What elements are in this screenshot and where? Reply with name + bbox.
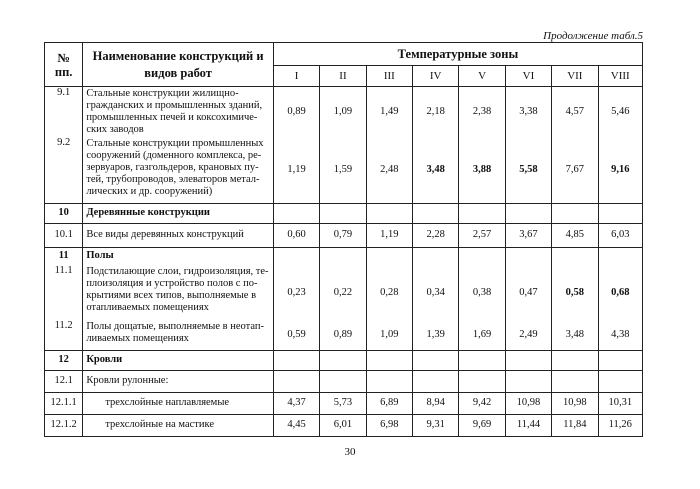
row-number: 12.1 — [45, 370, 83, 392]
table-row — [45, 414, 643, 436]
value-cell: 11,84 — [552, 414, 598, 436]
value-cell: 5,46 — [598, 87, 642, 138]
section-title: Полы — [83, 247, 274, 265]
row-name-line: отапливаемых помещениях — [86, 302, 209, 313]
value-cell: 3,88 — [459, 137, 505, 203]
continuation-note: Продолжение табл.5 — [543, 30, 643, 42]
row-number: 11.1 — [45, 265, 83, 320]
value-cell: 0,59 — [273, 320, 319, 350]
page-number: 30 — [344, 446, 356, 458]
header-name-line1: Наименование конструкций и — [92, 48, 264, 63]
table-row — [45, 87, 643, 138]
value-cell: 2,28 — [413, 223, 459, 247]
value-cell: 0,89 — [273, 87, 319, 138]
value-cell: 0,60 — [273, 223, 319, 247]
zone-header-2: II — [320, 66, 366, 87]
value-cell: 6,98 — [366, 414, 412, 436]
value-cell: 1,59 — [320, 137, 366, 203]
row-name: трехслойные наплавляемые — [83, 392, 274, 414]
value-cell: 0,28 — [366, 265, 412, 320]
value-cell: 0,89 — [320, 320, 366, 350]
table-row — [45, 223, 643, 247]
value-cell: 9,42 — [459, 392, 505, 414]
value-cell: 4,45 — [273, 414, 319, 436]
section-row — [45, 247, 643, 265]
row-name-line: ских заводов — [86, 124, 144, 135]
section-row — [45, 203, 643, 223]
row-name-line: лических и др. сооружений) — [86, 186, 213, 197]
zone-header-1: I — [273, 66, 319, 87]
zone-header-3: III — [366, 66, 412, 87]
row-name — [83, 87, 274, 138]
header-name — [83, 43, 274, 87]
value-cell: 0,38 — [459, 265, 505, 320]
row-name — [83, 320, 274, 350]
row-name-line: ливаемых помещениях — [86, 333, 189, 344]
table-row — [45, 320, 643, 350]
value-cell: 0,58 — [552, 265, 598, 320]
value-cell: 0,23 — [273, 265, 319, 320]
row-name: Все виды деревянных конструкций — [83, 223, 274, 247]
row-name-line: Стальные конструкции жилищно- — [86, 88, 239, 99]
row-name-line: сооружений (доменного комплекса, ре- — [86, 150, 262, 161]
value-cell: 3,38 — [505, 87, 551, 138]
value-cell: 0,79 — [320, 223, 366, 247]
row-name-line: Стальные конструкции промышленных — [86, 138, 264, 149]
value-cell: 2,18 — [413, 87, 459, 138]
section-number: 11 — [45, 247, 83, 265]
header-zones-title: Температурные зоны — [273, 43, 642, 66]
value-cell: 5,58 — [505, 137, 551, 203]
section-title: Кровли — [83, 350, 274, 370]
row-name-line: Полы дощатые, выполняемые в неотап- — [86, 321, 264, 332]
value-cell: 6,03 — [598, 223, 642, 247]
zone-header-4: IV — [413, 66, 459, 87]
value-cell: 1,19 — [366, 223, 412, 247]
value-cell: 11,26 — [598, 414, 642, 436]
row-name — [83, 137, 274, 203]
table-row — [45, 137, 643, 203]
value-cell: 6,89 — [366, 392, 412, 414]
value-cell: 4,85 — [552, 223, 598, 247]
row-name — [83, 265, 274, 320]
value-cell: 3,48 — [413, 137, 459, 203]
row-number: 12.1.1 — [45, 392, 83, 414]
value-cell: 2,49 — [505, 320, 551, 350]
value-cell: 0,34 — [413, 265, 459, 320]
header-num-line1: № — [57, 50, 70, 65]
value-cell: 4,57 — [552, 87, 598, 138]
row-name-line: зервуаров, газгольдеров, крановых пу- — [86, 162, 259, 173]
value-cell: 4,38 — [598, 320, 642, 350]
zone-header-6: VI — [505, 66, 551, 87]
section-row — [45, 350, 643, 370]
row-name: трехслойные на мастике — [83, 414, 274, 436]
value-cell: 11,44 — [505, 414, 551, 436]
value-cell: 10,98 — [552, 392, 598, 414]
section-number: 10 — [45, 203, 83, 223]
value-cell: 4,37 — [273, 392, 319, 414]
row-name: Кровли рулонные: — [83, 370, 274, 392]
value-cell: 7,67 — [552, 137, 598, 203]
value-cell: 1,09 — [366, 320, 412, 350]
header-num — [45, 43, 83, 87]
row-number: 11.2 — [45, 320, 83, 350]
value-cell: 1,39 — [413, 320, 459, 350]
value-cell: 1,69 — [459, 320, 505, 350]
header-num-line2: пп. — [54, 64, 73, 79]
value-cell: 10,31 — [598, 392, 642, 414]
row-name-line: промышленных печей и коксохимиче- — [86, 112, 258, 123]
section-title: Деревянные конструкции — [83, 203, 274, 223]
value-cell: 3,67 — [505, 223, 551, 247]
zone-header-7: VII — [552, 66, 598, 87]
value-cell: 2,48 — [366, 137, 412, 203]
row-name-line: Подстилающие слои, гидроизоляция, те- — [86, 266, 269, 277]
section-number: 12 — [45, 350, 83, 370]
table-row — [45, 392, 643, 414]
row-number: 9.2 — [45, 137, 83, 203]
value-cell: 2,57 — [459, 223, 505, 247]
value-cell: 8,94 — [413, 392, 459, 414]
value-cell: 1,19 — [273, 137, 319, 203]
row-name-line: тей, трубопроводов, элеваторов метал- — [86, 174, 260, 185]
row-name-line: гражданских и промышленных зданий, — [86, 100, 263, 111]
value-cell: 5,73 — [320, 392, 366, 414]
value-cell: 0,22 — [320, 265, 366, 320]
temperature-zones-table — [44, 42, 643, 437]
value-cell: 0,47 — [505, 265, 551, 320]
value-cell: 1,09 — [320, 87, 366, 138]
table-row — [45, 265, 643, 320]
value-cell: 0,68 — [598, 265, 642, 320]
value-cell: 10,98 — [505, 392, 551, 414]
row-number: 9.1 — [45, 87, 83, 138]
row-name-line: плоизоляция и устройство полов с по- — [86, 278, 258, 289]
zone-header-8: VIII — [598, 66, 642, 87]
value-cell: 9,69 — [459, 414, 505, 436]
row-number: 10.1 — [45, 223, 83, 247]
header-name-line2: видов работ — [144, 65, 212, 80]
value-cell: 6,01 — [320, 414, 366, 436]
value-cell: 2,38 — [459, 87, 505, 138]
value-cell: 3,48 — [552, 320, 598, 350]
row-name-line: крытиями всех типов, выполняемые в — [86, 290, 257, 301]
row-number: 12.1.2 — [45, 414, 83, 436]
zone-header-5: V — [459, 66, 505, 87]
value-cell: 1,49 — [366, 87, 412, 138]
value-cell: 9,31 — [413, 414, 459, 436]
subsection-row — [45, 370, 643, 392]
value-cell: 9,16 — [598, 137, 642, 203]
